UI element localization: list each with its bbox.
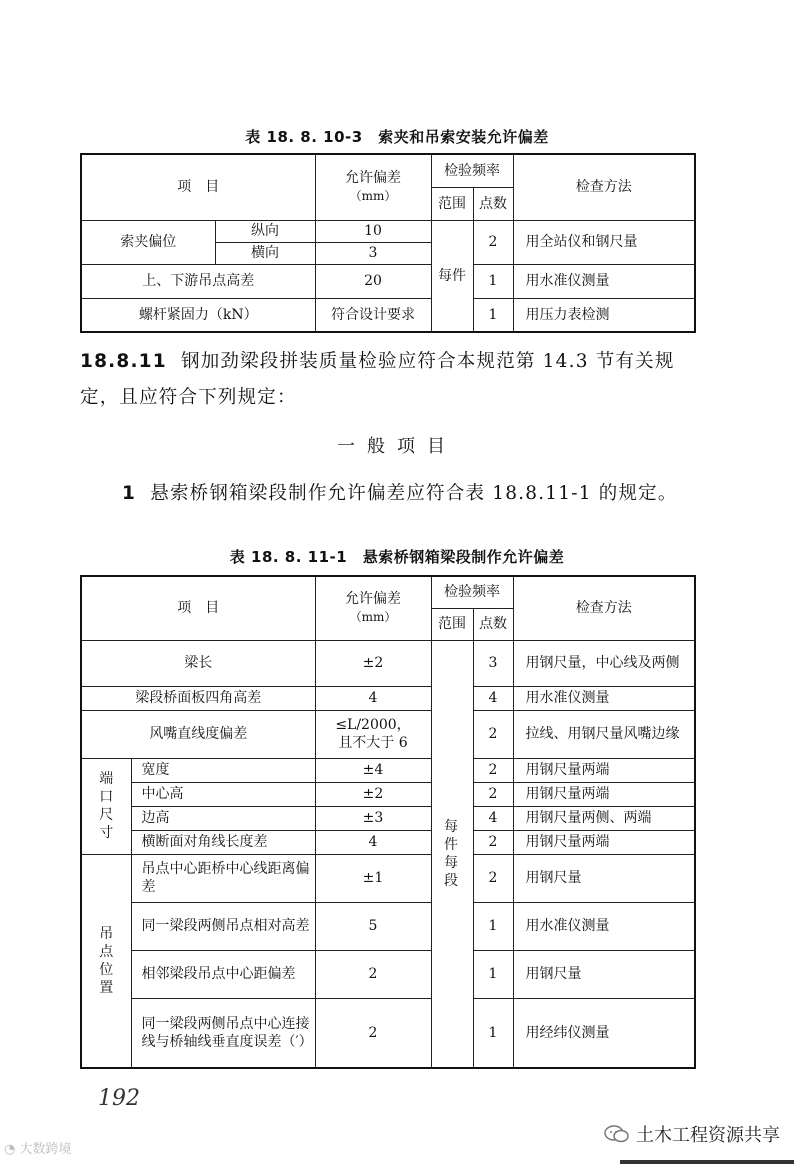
t1-header-method: 检查方法	[513, 154, 695, 220]
item-number: 1	[122, 483, 137, 504]
t2-g2-points-0: 2	[473, 854, 513, 902]
t2-header-range: 范围	[431, 608, 473, 640]
t2-g2-points-2: 1	[473, 950, 513, 998]
table1-caption: 表 18. 8. 10-3 索夹和吊索安装允许偏差	[245, 128, 549, 146]
t2-top-points-0: 3	[473, 640, 513, 686]
t2-top-label-2: 风嘴直线度偏差	[81, 710, 315, 758]
table1	[80, 153, 696, 333]
t2-header-tolerance-unit: （mm）	[349, 610, 397, 625]
t1-group-method: 用全站仪和钢尺量	[513, 220, 695, 264]
t2-top-tolerance-1: 4	[315, 686, 431, 710]
t2-top-tolerance-0: ±2	[315, 640, 431, 686]
t2-g1-points-0: 2	[473, 758, 513, 782]
t2-top-method-2: 拉线、用钢尺量风嘴边缘	[513, 710, 695, 758]
t1-row-method-0: 用水准仪测量	[513, 264, 695, 298]
t1-sub-tolerance-0: 10	[315, 220, 431, 242]
t2-g2-points-1: 1	[473, 902, 513, 950]
watermark-left	[4, 1138, 72, 1157]
table2	[80, 575, 696, 1069]
watermark-right-text: 土木工程资源共享	[636, 1125, 780, 1146]
t1-header-points: 点数	[473, 187, 513, 220]
t1-header-freq: 检验频率	[431, 154, 513, 187]
t2-header-tolerance-label: 允许偏差	[345, 591, 401, 608]
t2-g2-label-2: 相邻梁段吊点中心距偏差	[131, 950, 315, 998]
t1-row-label-1: 螺杆紧固力（kN）	[81, 298, 315, 332]
t1-header-item: 项 目	[81, 154, 315, 220]
t2-top-points-2: 2	[473, 710, 513, 758]
t1-header-tolerance	[315, 154, 431, 220]
t1-range-cell: 每件	[431, 220, 473, 332]
t2-g2-tolerance-1: 5	[315, 902, 431, 950]
t2-g1-method-0: 用钢尺量两端	[513, 758, 695, 782]
t2-top-label-1: 梁段桥面板四角高差	[81, 686, 315, 710]
t2-g2-method-2: 用钢尺量	[513, 950, 695, 998]
t1-group-points: 2	[473, 220, 513, 264]
t2-group2-label: 吊点位置	[81, 854, 131, 1068]
t1-group-label: 索夹偏位	[81, 220, 215, 264]
t2-range-cell: 每件每段	[431, 640, 473, 1068]
t1-row-points-0: 1	[473, 264, 513, 298]
t2-g1-tolerance-3: 4	[315, 830, 431, 854]
t2-g1-label-2: 边高	[131, 806, 315, 830]
t2-g1-tolerance-0: ±4	[315, 758, 431, 782]
t2-g1-points-1: 2	[473, 782, 513, 806]
t2-g1-method-1: 用钢尺量两端	[513, 782, 695, 806]
t2-top-tolerance-2: ≤L/2000，且不大于 6	[315, 710, 431, 758]
t2-header-points: 点数	[473, 608, 513, 640]
t2-g1-points-3: 2	[473, 830, 513, 854]
t2-g2-method-0: 用钢尺量	[513, 854, 695, 902]
watermark-logo-icon: ◔	[4, 1142, 20, 1157]
t1-row-tolerance-1: 符合设计要求	[315, 298, 431, 332]
t2-g2-label-1: 同一梁段两侧吊点相对高差	[131, 902, 315, 950]
t1-row-method-1: 用压力表检测	[513, 298, 695, 332]
t2-header-method: 检查方法	[513, 576, 695, 640]
t2-g2-tolerance-0: ±1	[315, 854, 431, 902]
t1-header-tolerance-label: 允许偏差	[345, 170, 401, 187]
t2-header-freq: 检验频率	[431, 576, 513, 608]
t1-header-tolerance-unit: （mm）	[349, 189, 397, 204]
t2-top-method-0: 用钢尺量，中心线及两侧	[513, 640, 695, 686]
clause-18-8-11	[80, 344, 705, 416]
t2-g2-label-0: 吊点中心距桥中心线距离偏差	[131, 854, 315, 902]
t2-header-item: 项 目	[81, 576, 315, 640]
t2-g2-tolerance-2: 2	[315, 950, 431, 998]
t1-row-points-1: 1	[473, 298, 513, 332]
t1-sub-label-1: 横向	[215, 242, 315, 264]
section-title: 一般项目	[337, 436, 457, 457]
t1-row-tolerance-0: 20	[315, 264, 431, 298]
t2-g2-points-3: 1	[473, 998, 513, 1068]
t2-top-method-1: 用水准仪测量	[513, 686, 695, 710]
t1-row-label-0: 上、下游吊点高差	[81, 264, 315, 298]
t2-g1-label-1: 中心高	[131, 782, 315, 806]
t2-g2-tolerance-3: 2	[315, 998, 431, 1068]
t2-g1-method-2: 用钢尺量两侧、两端	[513, 806, 695, 830]
item-text: 悬索桥钢箱梁段制作允许偏差应符合表 18.8.11-1 的规定。	[150, 483, 678, 504]
t2-g1-label-3: 横断面对角线长度差	[131, 830, 315, 854]
t1-header-range: 范围	[431, 187, 473, 220]
t1-sub-label-0: 纵向	[215, 220, 315, 242]
watermark-left-text: 大数跨境	[19, 1142, 72, 1157]
page-number: 192	[98, 1086, 140, 1111]
t2-g1-points-2: 4	[473, 806, 513, 830]
t2-g2-method-1: 用水准仪测量	[513, 902, 695, 950]
bottom-rule	[620, 1160, 794, 1164]
t2-g1-method-3: 用钢尺量两端	[513, 830, 695, 854]
t2-g1-tolerance-1: ±2	[315, 782, 431, 806]
t2-top-label-0: 梁长	[81, 640, 315, 686]
t2-group1-label: 端口尺寸	[81, 758, 131, 854]
t1-sub-tolerance-1: 3	[315, 242, 431, 264]
t2-g1-tolerance-2: ±3	[315, 806, 431, 830]
wechat-icon	[604, 1124, 630, 1144]
table2-caption: 表 18. 8. 11-1 悬索桥钢箱梁段制作允许偏差	[229, 548, 565, 566]
clause-number: 18.8.11	[80, 351, 167, 372]
clause-text: 钢加劲梁段拼装质量检验应符合本规范第 14.3 节有关规定，且应符合下列规定：	[80, 351, 675, 408]
watermark-right	[604, 1121, 780, 1147]
t2-g2-label-3: 同一梁段两侧吊点中心连接线与桥轴线垂直度误差（′）	[131, 998, 315, 1068]
t2-g2-method-3: 用经纬仪测量	[513, 998, 695, 1068]
t2-top-points-1: 4	[473, 686, 513, 710]
item-1	[80, 476, 705, 512]
t2-g1-label-0: 宽度	[131, 758, 315, 782]
t2-header-tolerance	[315, 576, 431, 640]
